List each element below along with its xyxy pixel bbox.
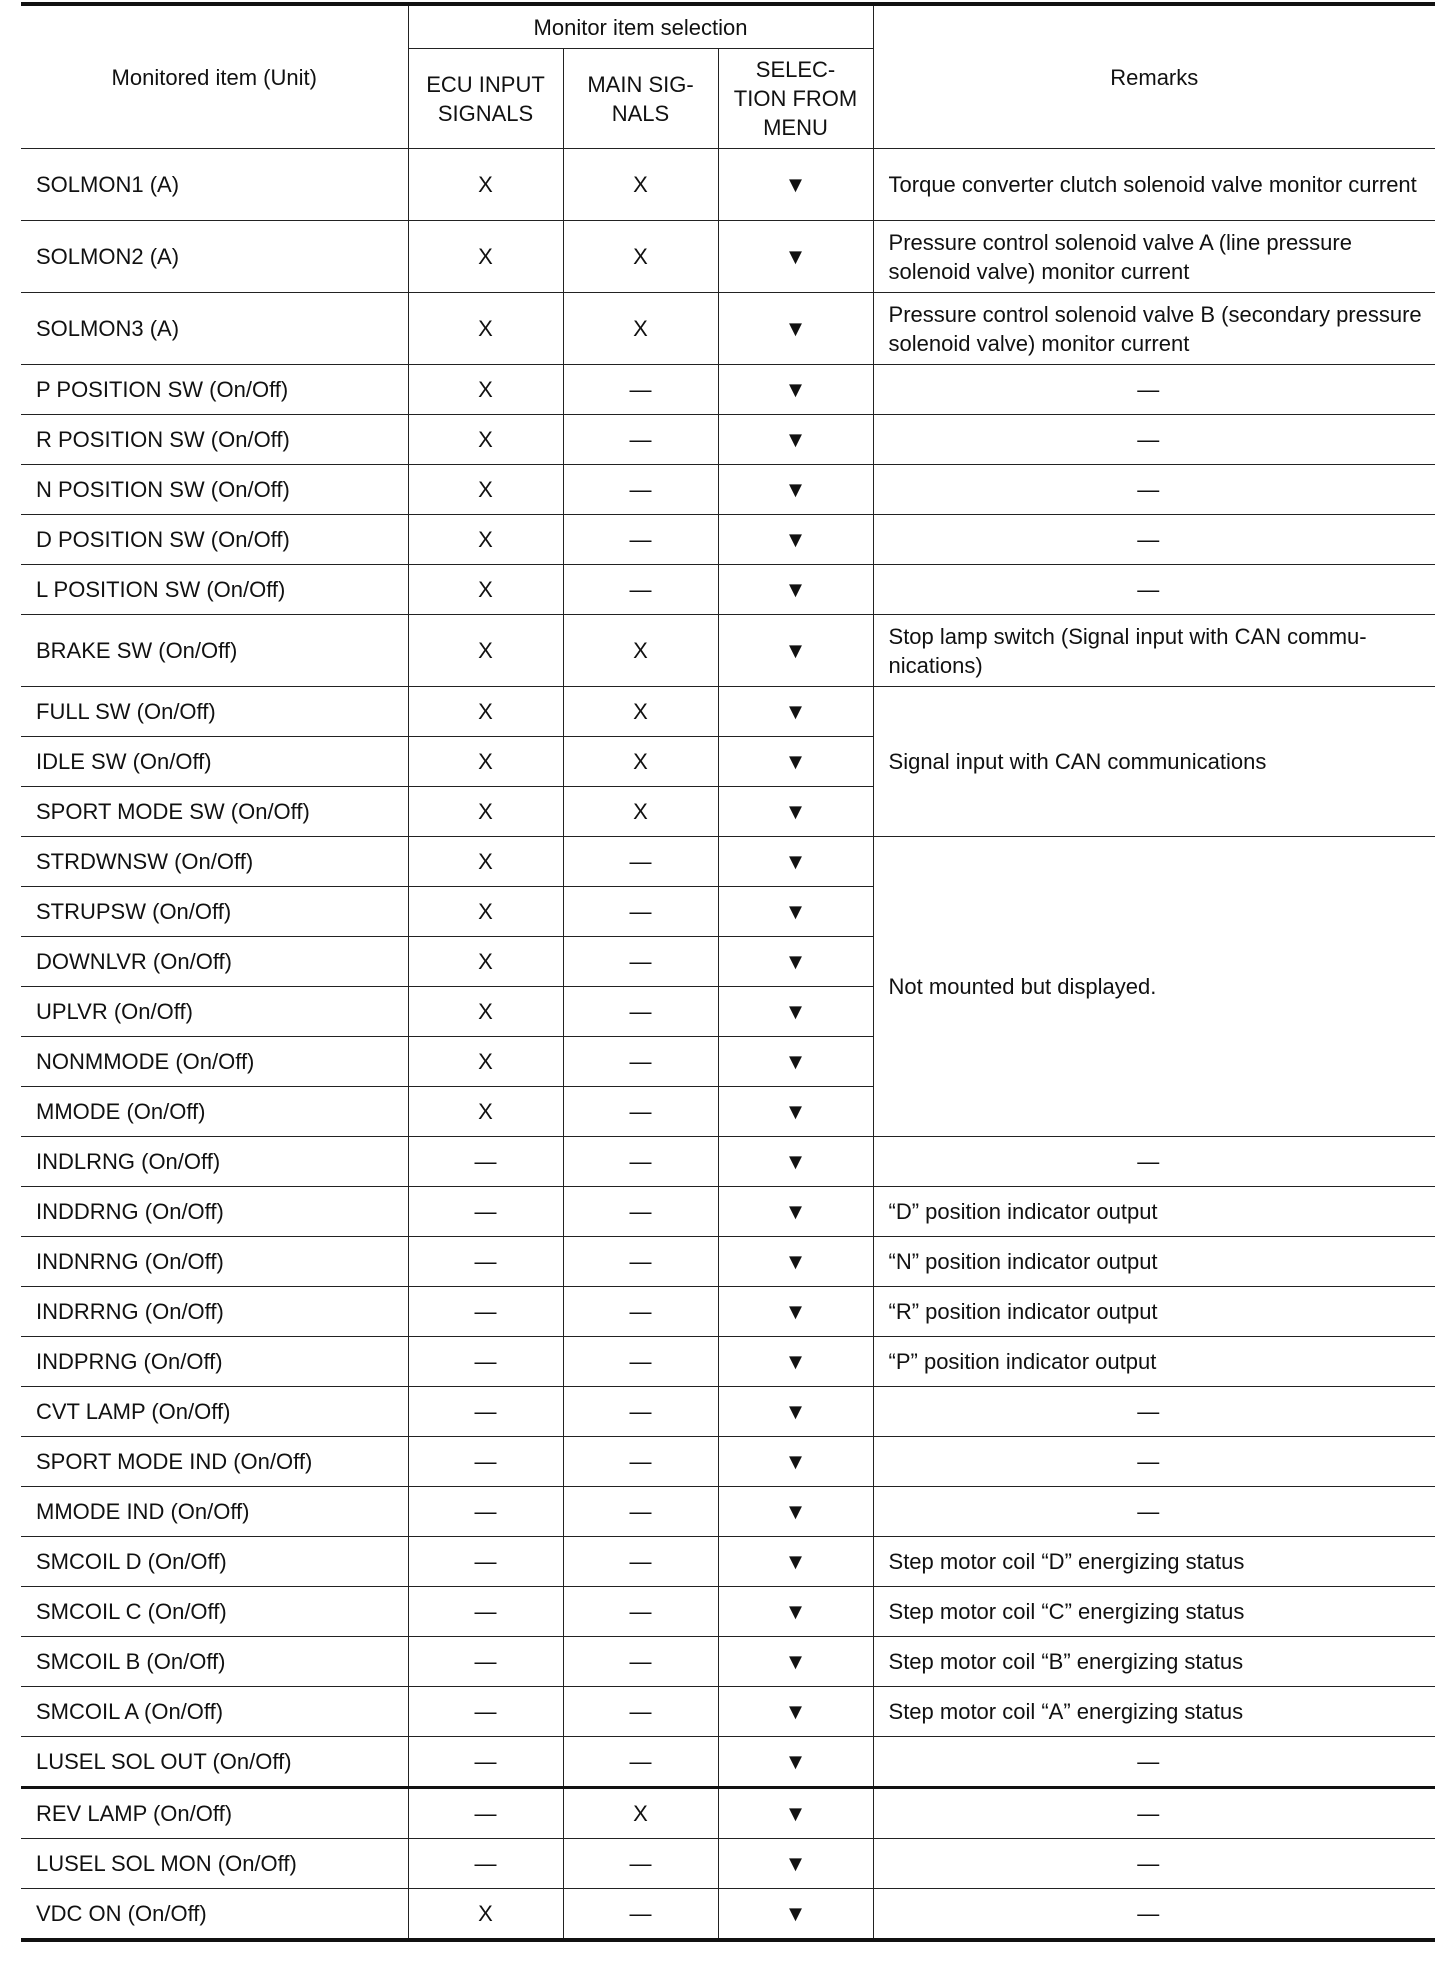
- table-row: [21, 465, 1435, 515]
- table-row: [21, 1687, 1435, 1737]
- remark-cell: Torque converter clutch solenoid valve monitor current: [873, 149, 1435, 221]
- table-row: [21, 1737, 1435, 1788]
- monitored-item-cell: LUSEL SOL OUT (On/Off): [21, 1737, 408, 1788]
- selection-cell: ▼: [718, 1487, 873, 1537]
- monitored-item-cell: REV LAMP (On/Off): [21, 1788, 408, 1839]
- monitored-item-cell: SOLMON2 (A): [21, 221, 408, 293]
- remark-cell: —: [873, 1889, 1435, 1941]
- main-signal-cell: X: [563, 293, 718, 365]
- monitored-item-cell: L POSITION SW (On/Off): [21, 565, 408, 615]
- remark-cell: —: [873, 565, 1435, 615]
- table-row: [21, 415, 1435, 465]
- table-row: [21, 1287, 1435, 1337]
- main-signal-cell: X: [563, 615, 718, 687]
- ecu-input-cell: —: [408, 1137, 563, 1187]
- ecu-input-cell: —: [408, 1537, 563, 1587]
- ecu-input-cell: —: [408, 1437, 563, 1487]
- main-signal-cell: X: [563, 687, 718, 737]
- monitored-item-cell: FULL SW (On/Off): [21, 687, 408, 737]
- monitored-item-cell: SMCOIL A (On/Off): [21, 1687, 408, 1737]
- ecu-input-cell: X: [408, 987, 563, 1037]
- main-signal-cell: X: [563, 737, 718, 787]
- selection-cell: ▼: [718, 149, 873, 221]
- monitored-item-cell: SPORT MODE IND (On/Off): [21, 1437, 408, 1487]
- main-signal-cell: —: [563, 1387, 718, 1437]
- table-row: [21, 515, 1435, 565]
- selection-cell: ▼: [718, 687, 873, 737]
- main-signal-cell: —: [563, 1037, 718, 1087]
- ecu-input-cell: —: [408, 1839, 563, 1889]
- selection-cell: ▼: [718, 1237, 873, 1287]
- ecu-input-cell: —: [408, 1337, 563, 1387]
- main-signal-cell: —: [563, 1889, 718, 1941]
- monitored-item-cell: SMCOIL C (On/Off): [21, 1587, 408, 1637]
- selection-cell: ▼: [718, 887, 873, 937]
- monitored-item-cell: SMCOIL B (On/Off): [21, 1637, 408, 1687]
- selection-cell: ▼: [718, 365, 873, 415]
- merged-remark-can-signal: Signal input with CAN communications: [873, 687, 1435, 837]
- ecu-input-cell: X: [408, 787, 563, 837]
- ecu-input-signals-header: ECU INPUT SIGNALS: [408, 49, 563, 149]
- table-row: [21, 1137, 1435, 1187]
- selection-cell: ▼: [718, 937, 873, 987]
- main-signal-cell: —: [563, 565, 718, 615]
- table-row: [21, 1237, 1435, 1287]
- remark-cell: “N” position indicator output: [873, 1237, 1435, 1287]
- table-row: [21, 1337, 1435, 1387]
- selection-cell: ▼: [718, 1287, 873, 1337]
- table-body: [21, 149, 1435, 1941]
- ecu-input-cell: —: [408, 1637, 563, 1687]
- main-signal-cell: —: [563, 1137, 718, 1187]
- ecu-input-cell: —: [408, 1737, 563, 1788]
- main-signal-cell: —: [563, 465, 718, 515]
- ecu-input-cell: X: [408, 887, 563, 937]
- selection-cell: ▼: [718, 987, 873, 1037]
- main-signal-cell: —: [563, 365, 718, 415]
- selection-cell: ▼: [718, 1637, 873, 1687]
- table-row: [21, 1387, 1435, 1437]
- monitored-item-cell: MMODE (On/Off): [21, 1087, 408, 1137]
- remark-cell: Step motor coil “A” energizing status: [873, 1687, 1435, 1737]
- table-row: [21, 687, 1435, 737]
- selection-cell: ▼: [718, 1839, 873, 1889]
- monitored-item-cell: P POSITION SW (On/Off): [21, 365, 408, 415]
- selection-cell: ▼: [718, 1788, 873, 1839]
- remark-cell: —: [873, 1437, 1435, 1487]
- main-signal-cell: —: [563, 1437, 718, 1487]
- main-signal-cell: X: [563, 1788, 718, 1839]
- remark-cell: “P” position indicator output: [873, 1337, 1435, 1387]
- table-row: [21, 149, 1435, 221]
- ecu-input-cell: X: [408, 615, 563, 687]
- monitored-item-cell: IDLE SW (On/Off): [21, 737, 408, 787]
- ecu-input-cell: —: [408, 1788, 563, 1839]
- monitored-item-cell: D POSITION SW (On/Off): [21, 515, 408, 565]
- table-row: [21, 1437, 1435, 1487]
- main-signal-cell: X: [563, 787, 718, 837]
- main-signal-cell: —: [563, 1337, 718, 1387]
- monitor-item-table-page: [21, 2, 1435, 1942]
- ecu-input-cell: X: [408, 149, 563, 221]
- table-row: [21, 293, 1435, 365]
- selection-cell: ▼: [718, 1137, 873, 1187]
- monitored-item-cell: INDLRNG (On/Off): [21, 1137, 408, 1187]
- selection-cell: ▼: [718, 1737, 873, 1788]
- remark-cell: —: [873, 365, 1435, 415]
- selection-from-menu-header: SELEC- TION FROM MENU: [718, 49, 873, 149]
- main-signal-cell: —: [563, 1587, 718, 1637]
- table-row: [21, 565, 1435, 615]
- monitored-item-cell: SOLMON3 (A): [21, 293, 408, 365]
- selection-cell: ▼: [718, 515, 873, 565]
- ecu-input-cell: X: [408, 1087, 563, 1137]
- monitored-item-cell: STRUPSW (On/Off): [21, 887, 408, 937]
- monitored-item-cell: SOLMON1 (A): [21, 149, 408, 221]
- table-row: [21, 1487, 1435, 1537]
- ecu-input-cell: —: [408, 1487, 563, 1537]
- main-signal-cell: —: [563, 837, 718, 887]
- table-row: [21, 1637, 1435, 1687]
- ecu-input-cell: —: [408, 1287, 563, 1337]
- main-signal-cell: —: [563, 1287, 718, 1337]
- selection-cell: ▼: [718, 1087, 873, 1137]
- remark-cell: “D” position indicator output: [873, 1187, 1435, 1237]
- remarks-header: Remarks: [873, 4, 1435, 149]
- table-row: [21, 1788, 1435, 1839]
- selection-cell: ▼: [718, 465, 873, 515]
- monitored-item-cell: SMCOIL D (On/Off): [21, 1537, 408, 1587]
- selection-cell: ▼: [718, 1889, 873, 1941]
- monitored-item-cell: CVT LAMP (On/Off): [21, 1387, 408, 1437]
- monitored-item-header: Monitored item (Unit): [21, 4, 408, 149]
- ecu-input-cell: —: [408, 1387, 563, 1437]
- ecu-input-cell: —: [408, 1237, 563, 1287]
- remark-cell: “R” position indicator output: [873, 1287, 1435, 1337]
- main-signal-cell: —: [563, 1687, 718, 1737]
- selection-cell: ▼: [718, 565, 873, 615]
- remark-cell: Stop lamp switch (Signal input with CAN commu-nications): [873, 615, 1435, 687]
- main-signals-header: MAIN SIG- NALS: [563, 49, 718, 149]
- selection-cell: ▼: [718, 1337, 873, 1387]
- main-signal-cell: —: [563, 1839, 718, 1889]
- main-signal-cell: X: [563, 221, 718, 293]
- merged-remark-not-mounted: Not mounted but displayed.: [873, 837, 1435, 1137]
- selection-cell: ▼: [718, 837, 873, 887]
- monitored-item-cell: LUSEL SOL MON (On/Off): [21, 1839, 408, 1889]
- remark-cell: —: [873, 1487, 1435, 1537]
- ecu-input-cell: X: [408, 515, 563, 565]
- selection-cell: ▼: [718, 1587, 873, 1637]
- main-signal-cell: —: [563, 415, 718, 465]
- remark-cell: —: [873, 1839, 1435, 1889]
- remark-cell: —: [873, 1137, 1435, 1187]
- remark-cell: Step motor coil “C” energizing status: [873, 1587, 1435, 1637]
- main-signal-cell: —: [563, 887, 718, 937]
- selection-cell: ▼: [718, 1437, 873, 1487]
- monitored-item-cell: SPORT MODE SW (On/Off): [21, 787, 408, 837]
- remark-cell: —: [873, 1737, 1435, 1788]
- ecu-input-cell: —: [408, 1687, 563, 1737]
- monitored-item-cell: DOWNLVR (On/Off): [21, 937, 408, 987]
- selection-cell: ▼: [718, 221, 873, 293]
- table-row: [21, 1537, 1435, 1587]
- main-signal-cell: —: [563, 937, 718, 987]
- ecu-input-cell: X: [408, 465, 563, 515]
- main-signal-cell: —: [563, 1637, 718, 1687]
- ecu-input-cell: X: [408, 365, 563, 415]
- ecu-input-cell: X: [408, 565, 563, 615]
- monitor-item-selection-header: Monitor item selection: [408, 4, 873, 49]
- ecu-input-cell: X: [408, 837, 563, 887]
- table-row: [21, 1839, 1435, 1889]
- main-signal-cell: —: [563, 1187, 718, 1237]
- table-row: [21, 1587, 1435, 1637]
- main-signal-cell: —: [563, 1237, 718, 1287]
- main-signal-cell: —: [563, 515, 718, 565]
- ecu-input-cell: —: [408, 1587, 563, 1637]
- table-row: [21, 365, 1435, 415]
- table-row: [21, 1187, 1435, 1237]
- ecu-input-cell: X: [408, 1037, 563, 1087]
- monitored-item-cell: NONMMODE (On/Off): [21, 1037, 408, 1087]
- remark-cell: Step motor coil “D” energizing status: [873, 1537, 1435, 1587]
- selection-cell: ▼: [718, 1537, 873, 1587]
- monitored-item-cell: STRDWNSW (On/Off): [21, 837, 408, 887]
- main-signal-cell: —: [563, 987, 718, 1037]
- monitored-item-cell: INDRRNG (On/Off): [21, 1287, 408, 1337]
- main-signal-cell: —: [563, 1537, 718, 1587]
- ecu-input-cell: X: [408, 687, 563, 737]
- ecu-input-cell: X: [408, 293, 563, 365]
- main-signal-cell: —: [563, 1737, 718, 1788]
- table-row: [21, 837, 1435, 887]
- monitored-item-cell: BRAKE SW (On/Off): [21, 615, 408, 687]
- selection-cell: ▼: [718, 1387, 873, 1437]
- monitored-item-cell: VDC ON (On/Off): [21, 1889, 408, 1941]
- monitor-item-table: [21, 2, 1435, 1942]
- monitored-item-cell: UPLVR (On/Off): [21, 987, 408, 1037]
- remark-cell: —: [873, 465, 1435, 515]
- table-row: [21, 221, 1435, 293]
- selection-cell: ▼: [718, 615, 873, 687]
- ecu-input-cell: X: [408, 937, 563, 987]
- selection-cell: ▼: [718, 1187, 873, 1237]
- remark-cell: —: [873, 1788, 1435, 1839]
- remark-cell: —: [873, 515, 1435, 565]
- table-row: [21, 1889, 1435, 1941]
- main-signal-cell: X: [563, 149, 718, 221]
- ecu-input-cell: X: [408, 415, 563, 465]
- header-row: [21, 4, 1435, 49]
- ecu-input-cell: —: [408, 1187, 563, 1237]
- remark-cell: Step motor coil “B” energizing status: [873, 1637, 1435, 1687]
- monitored-item-cell: INDDRNG (On/Off): [21, 1187, 408, 1237]
- monitored-item-cell: INDNRNG (On/Off): [21, 1237, 408, 1287]
- selection-cell: ▼: [718, 787, 873, 837]
- selection-cell: ▼: [718, 1687, 873, 1737]
- selection-cell: ▼: [718, 293, 873, 365]
- remark-cell: Pressure control solenoid valve B (secondary pressure solenoid valve) monitor current: [873, 293, 1435, 365]
- ecu-input-cell: X: [408, 737, 563, 787]
- monitored-item-cell: R POSITION SW (On/Off): [21, 415, 408, 465]
- remark-cell: —: [873, 415, 1435, 465]
- remark-cell: —: [873, 1387, 1435, 1437]
- remark-cell: Pressure control solenoid valve A (line pressure solenoid valve) monitor current: [873, 221, 1435, 293]
- selection-cell: ▼: [718, 415, 873, 465]
- monitored-item-cell: N POSITION SW (On/Off): [21, 465, 408, 515]
- monitored-item-cell: MMODE IND (On/Off): [21, 1487, 408, 1537]
- main-signal-cell: —: [563, 1487, 718, 1537]
- ecu-input-cell: X: [408, 221, 563, 293]
- monitored-item-cell: INDPRNG (On/Off): [21, 1337, 408, 1387]
- main-signal-cell: —: [563, 1087, 718, 1137]
- table-row: [21, 615, 1435, 687]
- selection-cell: ▼: [718, 737, 873, 787]
- ecu-input-cell: X: [408, 1889, 563, 1941]
- selection-cell: ▼: [718, 1037, 873, 1087]
